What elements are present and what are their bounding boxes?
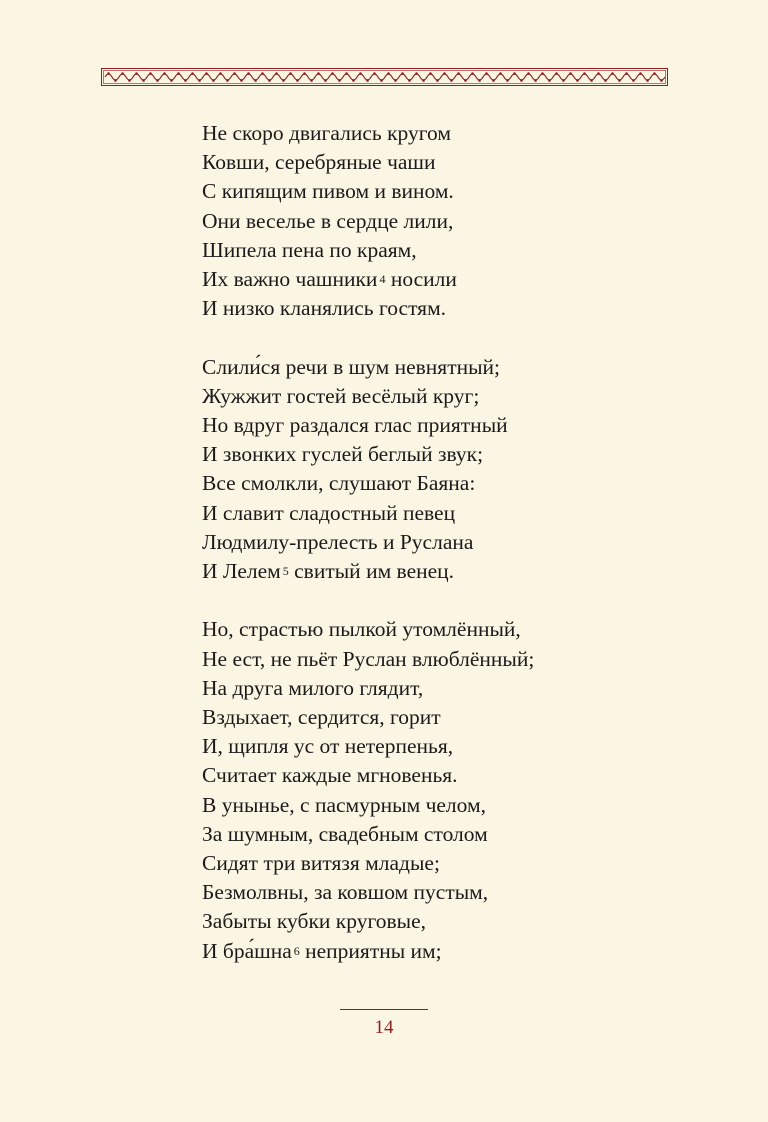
floral-border-ornament-icon	[101, 68, 668, 86]
poem-line-text: В унынье, с пасмурным челом,	[202, 792, 486, 817]
poem-line	[202, 177, 682, 206]
poem-line	[202, 615, 682, 644]
poem-line-text: Ковши, серебряные чаши	[202, 150, 436, 175]
poem-line	[202, 353, 682, 382]
poem-line-text: И славит сладостный певец	[202, 500, 456, 525]
poem-line-text: Слили́ся речи в шум невнятный;	[202, 354, 501, 379]
poem-line	[202, 907, 682, 936]
footnote-marker[interactable]: 6	[293, 943, 300, 958]
poem-line-text-continued: неприятны им;	[299, 938, 442, 963]
poem-line	[202, 265, 682, 294]
poem-line-text: Людмилу-прелесть и Руслана	[202, 529, 474, 554]
poem-line-text: Сидят три витязя младые;	[202, 851, 440, 876]
poem-line	[202, 937, 682, 966]
poem-line-text: Не скоро двигались кругом	[202, 121, 451, 145]
poem-line-text: Все смолкли, слушают Баяна:	[202, 471, 476, 496]
footnote-marker[interactable]: 5	[282, 564, 289, 579]
poem-line	[202, 294, 682, 323]
poem-line	[202, 849, 682, 878]
poem-line	[202, 207, 682, 236]
poem-line-text: Их важно чашники	[202, 267, 378, 292]
poem-line	[202, 440, 682, 469]
poem-line-text: Безмолвны, за ковшом пустым,	[202, 880, 489, 905]
footnote-marker[interactable]: 4	[379, 272, 386, 287]
poem-line	[202, 411, 682, 440]
poem-line-text-continued: свитый им венец.	[288, 559, 455, 584]
poem-line-text: На друга милого глядит,	[202, 675, 424, 700]
poem-line	[202, 732, 682, 761]
poem-line	[202, 791, 682, 820]
poem-line	[202, 645, 682, 674]
poem-line	[202, 499, 682, 528]
poem-line-text: Шипела пена по краям,	[202, 237, 417, 262]
poem-line-text: Жужжит гостей весёлый круг;	[202, 383, 480, 408]
poem-line-text: За шумным, свадебным столом	[202, 821, 488, 846]
poem-line-text: Считает каждые мгновенья.	[202, 763, 458, 788]
poem-line	[202, 703, 682, 732]
poem-line-text: И низко кланялись гостям.	[202, 296, 447, 321]
footer-divider	[340, 1009, 428, 1010]
stanza	[202, 615, 682, 965]
poem-line	[202, 674, 682, 703]
page-number: 14	[374, 1017, 394, 1038]
poem-line	[202, 469, 682, 498]
stanza	[202, 119, 682, 323]
poem-line-text: Они веселье в сердце лили,	[202, 208, 454, 233]
poem-line	[202, 236, 682, 265]
poem-line-text-continued: носили	[385, 267, 457, 292]
poem-line-text: Но вдруг раздался глас приятный	[202, 413, 508, 438]
poem-line	[202, 119, 682, 148]
poem-line	[202, 528, 682, 557]
poem-line-text: И Лелем	[202, 559, 281, 584]
poem-line	[202, 382, 682, 411]
poem-line-text: Забыты кубки круговые,	[202, 909, 426, 934]
poem-line-text: И звонких гуслей беглый звук;	[202, 442, 484, 467]
poem-line	[202, 878, 682, 907]
poem-line-text: С кипящим пивом и вином.	[202, 179, 454, 204]
poem-line-text: Вздыхает, сердится, горит	[202, 705, 441, 730]
poem-line	[202, 761, 682, 790]
poem-line	[202, 820, 682, 849]
poem-line-text: Но, страстью пылкой утомлённый,	[202, 617, 521, 642]
poem-text	[202, 119, 682, 995]
poem-line	[202, 148, 682, 177]
poem-line-text: Не ест, не пьёт Руслан влюблённый;	[202, 646, 535, 671]
stanza	[202, 353, 682, 587]
poem-line	[202, 557, 682, 586]
poem-line-text: И, щипля ус от нетерпенья,	[202, 734, 454, 759]
poem-line-text: И бра́шна	[202, 938, 292, 963]
